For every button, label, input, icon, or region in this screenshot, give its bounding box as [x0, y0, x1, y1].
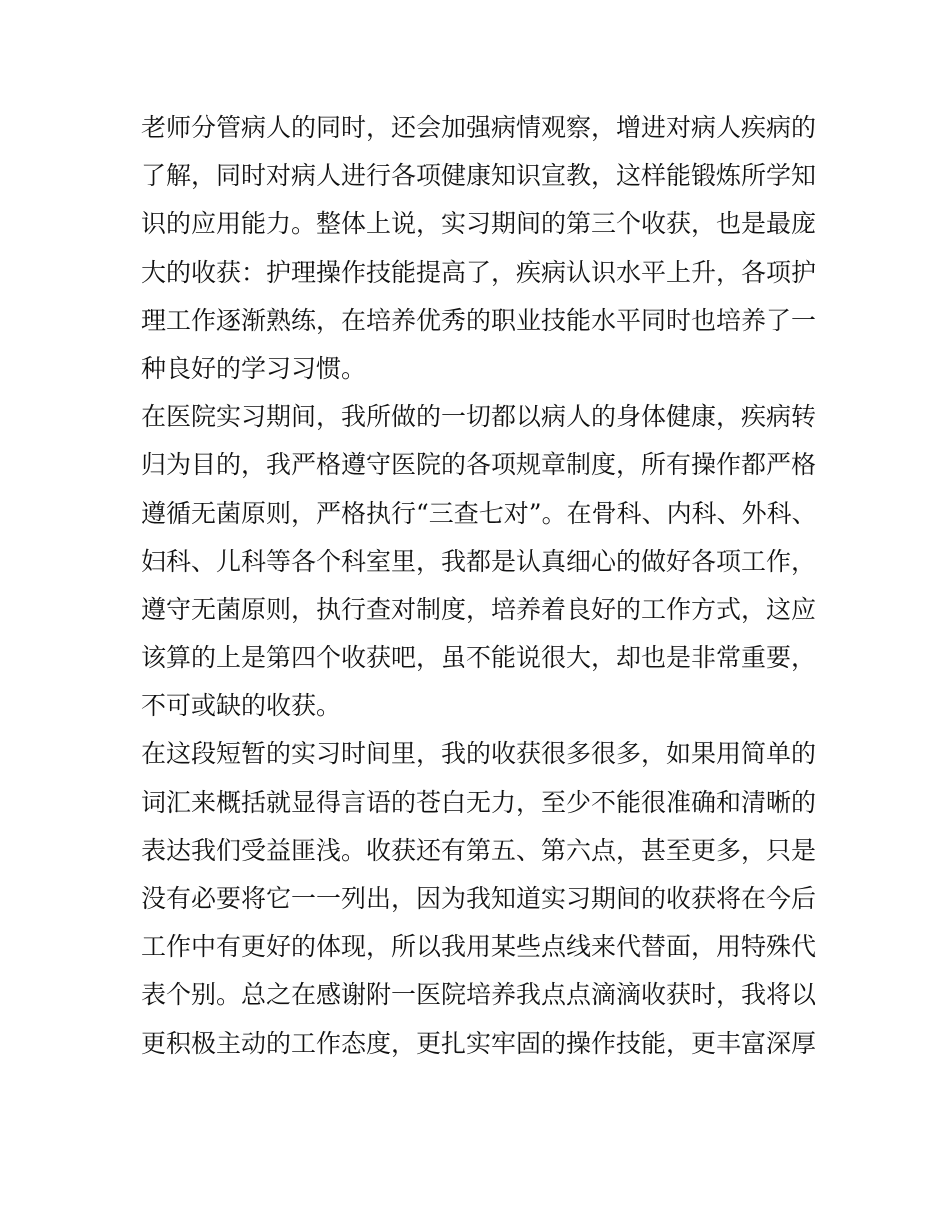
text-line: 更积极主动的工作态度，更扎实牢固的操作技能，更丰富深厚 — [141, 1028, 817, 1058]
text-line: 词汇来概括就显得言语的苍白无力，至少不能很准确和清晰的 — [141, 787, 817, 817]
text-line: 妇科、儿科等各个科室里，我都是认真细心的做好各项工作， — [141, 546, 817, 576]
text-line: 老师分管病人的同时，还会加强病情观察，增进对病人疾病的 — [141, 113, 817, 142]
body-text — [141, 104, 821, 1068]
text-line: 大的收获：护理操作技能提高了，疾病认识水平上升，各项护 — [141, 257, 817, 287]
text-line: 表达我们受益匪浅。收获还有第五、第六点，甚至更多，只是 — [141, 835, 817, 865]
text-line: 了解，同时对病人进行各项健康知识宣教，这样能锻炼所学知 — [141, 161, 817, 191]
text-line: 归为目的，我严格遵守医院的各项规章制度，所有操作都严格 — [141, 450, 817, 480]
text-line: 在医院实习期间，我所做的一切都以病人的身体健康，疾病转 — [141, 402, 817, 432]
text-line: 不可或缺的收获。 — [141, 691, 342, 721]
text-line: 理工作逐渐熟练，在培养优秀的职业技能水平同时也培养了一 — [141, 305, 817, 335]
text-line: 识的应用能力。整体上说，实习期间的第三个收获，也是最庞 — [141, 209, 817, 239]
text-line: 遵循无菌原则，严格执行“三查七对”。在骨科、内科、外科、 — [141, 498, 817, 528]
text-line: 该算的上是第四个收获吧，虽不能说很大，却也是非常重要， — [141, 643, 817, 673]
text-line: 工作中有更好的体现，所以我用某些点线来代替面，用特殊代 — [141, 932, 817, 962]
text-line: 在这段短暂的实习时间里，我的收获很多很多，如果用简单的 — [141, 739, 817, 769]
text-line: 种良好的学习习惯。 — [141, 353, 367, 383]
text-line: 表个别。总之在感谢附一医院培养我点点滴滴收获时，我将以 — [141, 980, 817, 1010]
text-line: 没有必要将它一一列出，因为我知道实习期间的收获将在今后 — [141, 884, 817, 913]
text-line: 遵守无菌原则，执行查对制度，培养着良好的工作方式，这应 — [141, 594, 817, 624]
